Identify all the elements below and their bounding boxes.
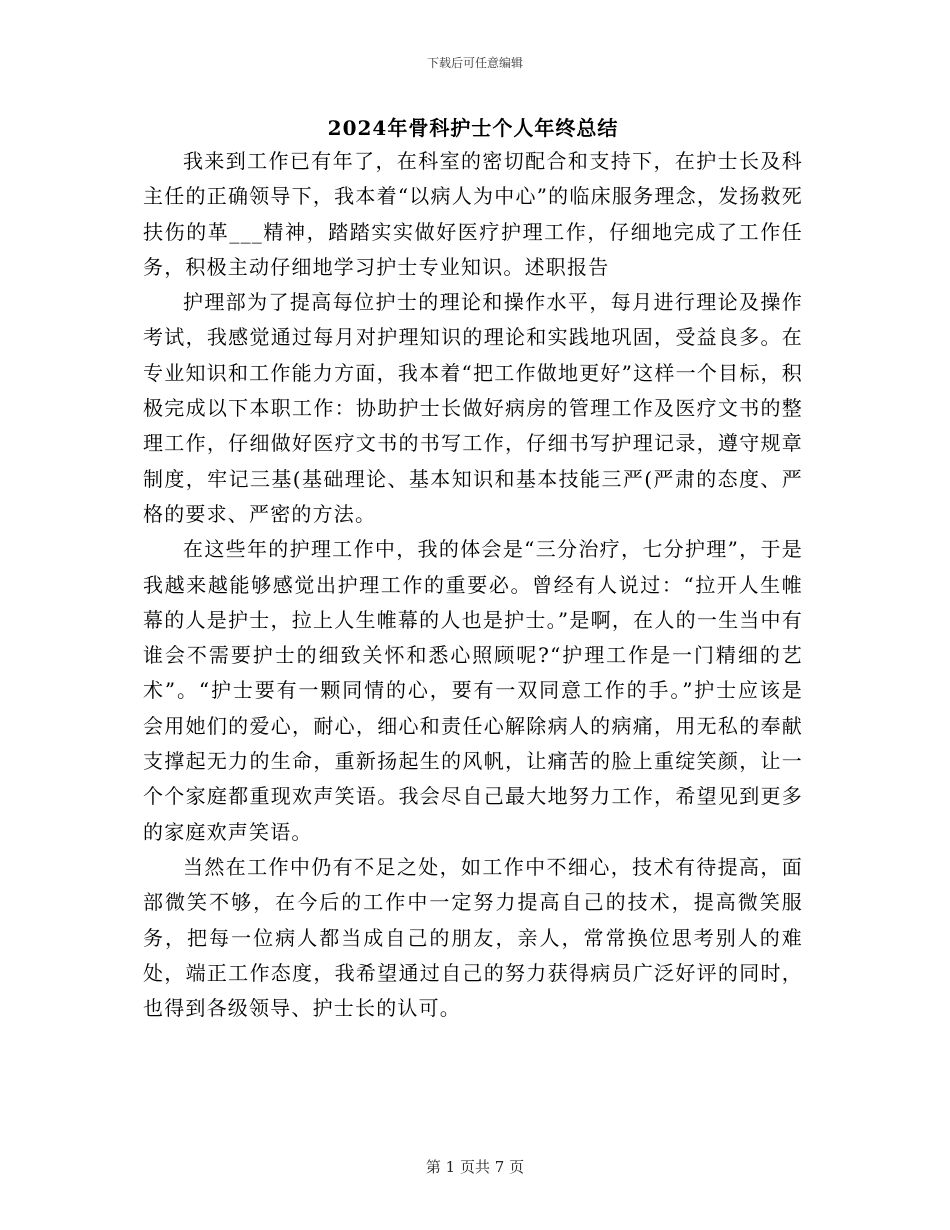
- page-number: 第 1 页共 7 页: [425, 1158, 525, 1176]
- document-title: 2024年骨科护士个人年终总结: [327, 116, 619, 140]
- paragraph-4: 当然在工作中仍有不足之处，如工作中不细心，技术有待提高，面部微笑不够，在今后的工作中一定努力提高自己的技术，提高微笑服务，把每一位病人都当成自己的朋友，亲人，常常换位思考别人的难处，端正工作态度，我希望通过自己的努力获得病员广泛好评的同时，也得到各级领导、护士长的认可。: [143, 854, 803, 1021]
- paragraph-1: 我来到工作已有年了，在科室的密切配合和支持下，在护士长及科主任的正确领导下，我本着“以病人为中心”的临床服务理念，发扬救死扶伤的革___精神，踏踏实实做好医疗护理工作，仔细地完成了工作任务，积极主动仔细地学习护士专业知识。述职报告: [143, 149, 803, 279]
- document-body: [143, 144, 803, 1026]
- paragraph-3: 在这些年的护理工作中，我的体会是“三分治疗，七分护理”，于是我越来越能够感觉出护理工作的重要必。曾经有人说过：“拉开人生帷幕的人是护士，拉上人生帷幕的人也是护士。”是啊，在人的一生当中有谁会不需要护士的细致关怀和悉心照顾呢?“护理工作是一门精细的艺术”。“护士要有一颗同情的心，要有一双同意工作的手。”护士应该是会用她们的爱心，耐心，细心和责任心解除病人的病痛，用无私的奉献支撑起无力的生命，重新扬起生的风帆，让痛苦的脸上重绽笑颜，让一个个家庭都重现欢声笑语。我会尽自己最大地努力工作，希望见到更多的家庭欢声笑语。: [143, 537, 803, 844]
- paragraph-2: 护理部为了提高每位护士的理论和操作水平，每月进行理论及操作考试，我感觉通过每月对护理知识的理论和实践地巩固，受益良多。在专业知识和工作能力方面，我本着“把工作做地更好”这样一个目标，积极完成以下本职工作：协助护士长做好病房的管理工作及医疗文书的整理工作，仔细做好医疗文书的书写工作，仔细书写护理记录，遵守规章制度，牢记三基(基础理论、基本知识和基本技能三严(严肃的态度、严格的要求、严密的方法。: [143, 290, 803, 526]
- header-note: 下载后可任意编辑: [426, 56, 523, 70]
